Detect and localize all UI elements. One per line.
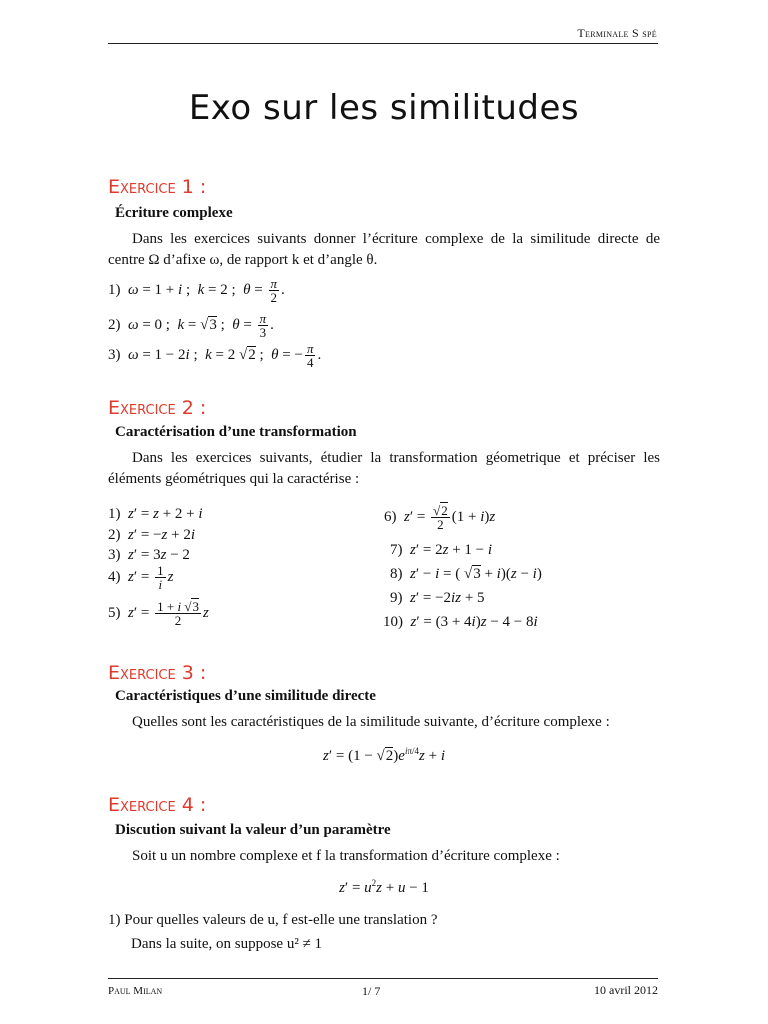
exercise-2-subtitle: Caractérisation d’une transformation <box>115 424 357 440</box>
running-header: Terminale S spé <box>577 26 657 40</box>
exercise-4-title: Exercice 4 : <box>108 794 207 816</box>
exercise-4-intro: Soit u un nombre complexe et f la transformation d’écriture complexe : <box>132 848 560 864</box>
exercise-1-intro: Dans les exercices suivants donner l’écriture complexe de la similitude directe de centre Ω d’afixe ω, de rapport k et d’angle θ. <box>108 231 660 268</box>
ex2-item-4: 4) z′ = $\frac{1}{i}$ z <box>108 563 174 592</box>
ex1-item-3: 3) ω = 1 − 2i ; k = 2 √2 ; θ = − $\frac{\pi}{4}$ . <box>108 341 322 370</box>
exercise-3-title: Exercice 3 : <box>108 662 207 684</box>
ex2-item-1: 1) z′ = z + 2 + i <box>108 506 203 522</box>
footer-page-number: 1/ 7 <box>362 984 381 998</box>
ex4-question-1: 1) Pour quelles valeurs de u, f est-elle une translation ? <box>108 912 438 928</box>
ex2-item-5: 5) z′ = $\frac{1 + i √3}{2}$ z <box>108 599 209 628</box>
ex2-item-9: 9) z′ = −2iz + 5 <box>390 590 485 606</box>
header-rule <box>108 43 658 44</box>
exercise-3-intro: Quelles sont les caractéristiques de la similitude suivante, d’écriture complexe : <box>132 714 610 730</box>
ex2-item-10: 10) z′ = (3 + 4i)z − 4 − 8i <box>383 614 538 630</box>
ex2-item-8: 8) z′ − i = ( √3 + i)(z − i) <box>390 566 542 582</box>
exercise-2-intro: Dans les exercices suivants, étudier la transformation géometrique et préciser les éléments géométriques qui la caractérise : <box>108 450 660 487</box>
ex4-equation: $z' = u^2z + u - 1$ <box>339 878 429 896</box>
footer-rule <box>108 978 658 979</box>
ex1-item-1: 1) ω = 1 + i ; k = 2 ; θ = $\frac{\pi}{2}$ . <box>108 276 285 305</box>
ex2-item-6: 6) z′ = $\frac{√2}{2}$ (1 + i)z <box>384 503 496 532</box>
ex4-assumption: Dans la suite, on suppose u² ≠ 1 <box>131 936 323 952</box>
exercise-3-subtitle: Caractéristiques d’une similitude directe <box>115 688 376 704</box>
exercise-4-subtitle: Discution suivant la valeur d’un paramètre <box>115 822 391 838</box>
exercise-1-subtitle: Écriture complexe <box>115 205 233 221</box>
footer-author: Paul Milan <box>108 985 163 997</box>
ex2-item-3: 3) z′ = 3z − 2 <box>108 547 190 563</box>
exercise-2-title: Exercice 2 : <box>108 397 207 419</box>
ex1-item-2: 2) ω = 0 ; k = √3 ; θ = $\frac{\pi}{3}$ . <box>108 311 274 340</box>
exercise-1-title: Exercice 1 : <box>108 176 207 198</box>
ex2-item-2: 2) z′ = −z + 2i <box>108 527 196 543</box>
page-title: Exo sur les similitudes <box>188 88 580 128</box>
ex3-equation: $z' = (1 - √2)e^{i\pi/4}z + i$ <box>323 746 445 764</box>
footer-date: 10 avril 2012 <box>594 983 658 997</box>
ex2-item-7: 7) z′ = 2z + 1 − i <box>390 542 493 558</box>
